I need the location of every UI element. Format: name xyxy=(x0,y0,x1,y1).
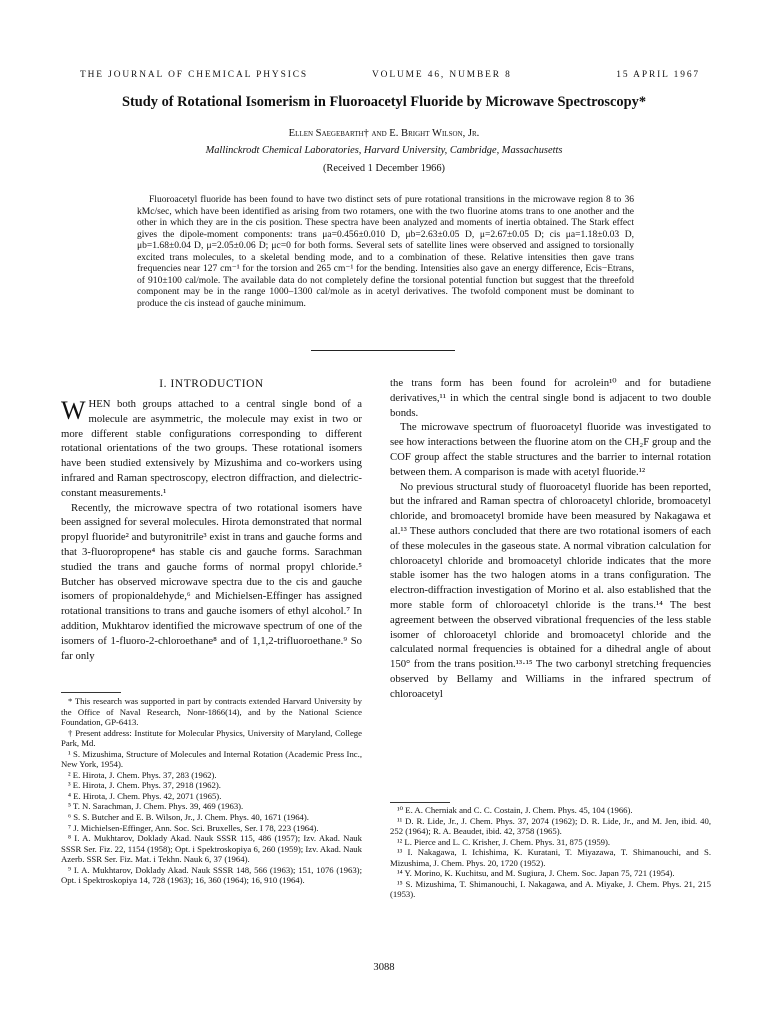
footnote-divider xyxy=(61,692,121,693)
journal-volume: VOLUME 46, NUMBER 8 xyxy=(372,70,512,80)
paragraph-text: HEN both groups attached to a central single bond of a molecule are asymmetric, the molecule may exist in two or more different stable configurations corresponding to different rotational orientations of the two groups. These rotational isomers have been studied extensively by Mizushima and co-workers using infrared and Raman spectroscopy, electron diffraction, and dielectric-constant measurements.¹ xyxy=(61,398,362,499)
footnote: ⁹ I. A. Mukhtarov, Doklady Akad. Nauk SSSR 148, 566 (1963); 151, 1076 (1963); Opt. i Spektroskopiya 14, 728 (1963); 16, 360 (1964); 16, 910 (1964). xyxy=(61,864,362,886)
left-column xyxy=(61,397,362,663)
page-number: 3088 xyxy=(373,962,395,973)
journal-name: THE JOURNAL OF CHEMICAL PHYSICS xyxy=(80,70,309,80)
paper-affiliation: Mallinckrodt Chemical Laboratories, Harvard University, Cambridge, Massachusetts xyxy=(205,145,563,156)
paragraph: The microwave spectrum of fluoroacetyl fluoride was investigated to see how interactions between the fluorine atom on the CH₂F group and the COF group affect the stable structures and the barrier to internal rotation between them. A comparison is made with acetyl fluoride.¹² xyxy=(390,421,711,478)
left-footnotes xyxy=(61,696,362,886)
section-heading: I. INTRODUCTION xyxy=(159,378,264,390)
footnote: ⁷ J. Michielsen-Effinger, Ann. Soc. Sci. Bruxelles, Ser. I 78, 223 (1964). xyxy=(68,822,319,833)
journal-date: 15 APRIL 1967 xyxy=(616,70,700,80)
footnote: * This research was supported in part by contracts extended Harvard University by the Office of Naval Research, Nonr-1866(14), and by the National Science Foundation, GP-6413. xyxy=(61,696,362,728)
right-column xyxy=(390,376,711,702)
paper-authors: Ellen Saegebarth† and E. Bright Wilson, Jr. xyxy=(288,128,480,139)
footnote: ¹⁰ E. A. Cherniak and C. C. Costain, J. Chem. Phys. 45, 104 (1966). xyxy=(397,805,633,815)
footnote: ¹⁵ S. Mizushima, T. Shimanouchi, I. Nakagawa, and A. Miyake, J. Chem. Phys. 21, 215 (1953). xyxy=(390,878,711,900)
footnote: ⁸ I. A. Mukhtarov, Doklady Akad. Nauk SSSR 115, 486 (1957); Izv. Akad. Nauk SSSR Ser. Fiz. 22, 1154 (1958); Opt. i Spektroskopiya 6, 260 (1959); Izv. Akad. Nauk Azerb. SSR Ser. Fiz. Mat. i Tekhn. Nauk 6, 37 (1964). xyxy=(61,833,362,865)
paragraph xyxy=(61,397,362,501)
paper-title: Study of Rotational Isomerism in Fluoroacetyl Fluoride by Microwave Spectroscopy* xyxy=(121,94,647,110)
paragraph: Recently, the microwave spectra of two rotational isomers have been assigned for several molecules. Hirota demonstrated that normal propyl fluoride² and butyronitrile³ exist in trans and gauche forms and that 3-fluoropropene⁴ has stable cis and gauche forms. Sarachman studied the trans and gauche forms of normal propyl chloride.⁵ Butcher has observed microwave spectra due to the cis and gauche isomers of propionaldehyde,⁶ and Michielsen-Effinger has assigned rotational transitions to trans and gauche isomers of ethyl alcohol.⁷ In addition, Mukhtarov identified the microwave spectrum of one of the isomers of 1-fluoro-2-chloroethane⁸ and of 1,1,2-trifluoroethane.⁹ So far only xyxy=(61,501,362,662)
footnote: ¹² L. Pierce and L. C. Krisher, J. Chem. Phys. 31, 875 (1959). xyxy=(397,836,611,847)
footnote: † Present address: Institute for Molecular Physics, University of Maryland, College Park, Md. xyxy=(61,727,362,749)
footnote: ⁶ S. S. Butcher and E. B. Wilson, Jr., J. Chem. Phys. 40, 1671 (1964). xyxy=(68,812,309,823)
footnote: ¹⁴ Y. Morino, K. Kuchitsu, and M. Sugiura, J. Chem. Soc. Japan 75, 721 (1954). xyxy=(397,868,675,879)
footnote: ² E. Hirota, J. Chem. Phys. 37, 283 (1962). xyxy=(68,769,217,780)
footnote: ³ E. Hirota, J. Chem. Phys. 37, 2918 (1962). xyxy=(68,780,221,791)
footnote: ¹³ I. Nakagawa, I. Ichishima, K. Kuratani, T. Miyazawa, T. Shimanouchi, and S. Mizushima, J. Chem. Phys. 20, 1720 (1952). xyxy=(390,847,711,868)
abstract-divider xyxy=(311,350,455,351)
footnote-divider xyxy=(390,802,450,803)
journal-header xyxy=(80,70,700,80)
footnote: ¹ S. Mizushima, Structure of Molecules and Internal Rotation (Academic Press Inc., New York, 1954). xyxy=(61,748,362,770)
abstract: Fluoroacetyl fluoride has been found to have two distinct sets of pure rotational transitions in the microwave region 8 to 36 kMc/sec, which have been identified as arising from two rotamers, one with the two fluorine atoms trans to one another and the other in which they are in the cis position. These spectra have been analyzed and moments of inertia obtained. The Stark effect gives the dipole-moment components: trans μa=0.456±0.010 D, μb=2.63±0.05 D, μ=2.67±0.05 D; cis μa=1.18±0.03 D, μb=1.68±0.04 D, μ=2.05±0.06 D; μc=0 for both forms. Several sets of satellite lines were observed and assigned to torsionally excited trans molecules, to a skeletal bending mode, and to a combination of these. Relative intensities then gave trans frequencies near 127 cm⁻¹ for the torsion and 265 cm⁻¹ for the bending. Intensities also gave an energy difference, Ecis−Etrans, of 910±100 cal/mole. The available data do not completely define the torsional potential function but suggest that the threefold component may be in the range 1000–1300 cal/mole as in acetyl derivatives. The twofold component must be dominant to produce the cis instead of gauche minimum. xyxy=(137,194,634,309)
paragraph: No previous structural study of fluoroacetyl fluoride has been reported, but the infrared and Raman spectra of chloroacetyl chloride, bromoacetyl chloride, and bromoacetyl bromide have been measured by Nakagawa et al.¹³ These authors concluded that there are two rotational isomers of each of these molecules in the gaseous state. A normal vibration calculation for chloroacetyl chloride and bromoacetyl chloride indicates that the more stable isomer has the two halogen atoms in a trans configuration. The electron-diffraction investigation of Morino et al. also established that the more stable form of chloroacetyl chloride is the trans.¹⁴ The best agreement between the observed vibrational frequencies of the less stable isomer of chloroacetyl chloride and bromoacetyl chloride and the calculated normal frequencies is obtained for a dihedral angle of about 150° from the trans position.¹³·¹⁵ The two carbonyl stretching frequencies observed by Bellamy and Williams in the infrared spectrum of chloroacetyl xyxy=(390,480,711,700)
footnote: ¹¹ D. R. Lide, Jr., J. Chem. Phys. 37, 2074 (1962); D. R. Lide, Jr., and M. Jen, ibid. 40, 252 (1964); R. A. Beaudet, ibid. 42, 3758 (1965). xyxy=(390,815,711,837)
paragraph: the trans form has been found for acrolein¹⁰ and for butadiene derivatives,¹¹ in which the central single bond is adjacent to two double bonds. xyxy=(390,377,711,419)
drop-cap: W xyxy=(61,396,86,425)
footnote: ⁵ T. N. Sarachman, J. Chem. Phys. 39, 469 (1963). xyxy=(68,801,244,812)
right-footnotes xyxy=(390,805,711,900)
footnote: ⁴ E. Hirota, J. Chem. Phys. 42, 2071 (1965). xyxy=(68,790,222,801)
received-date: (Received 1 December 1966) xyxy=(322,163,446,174)
